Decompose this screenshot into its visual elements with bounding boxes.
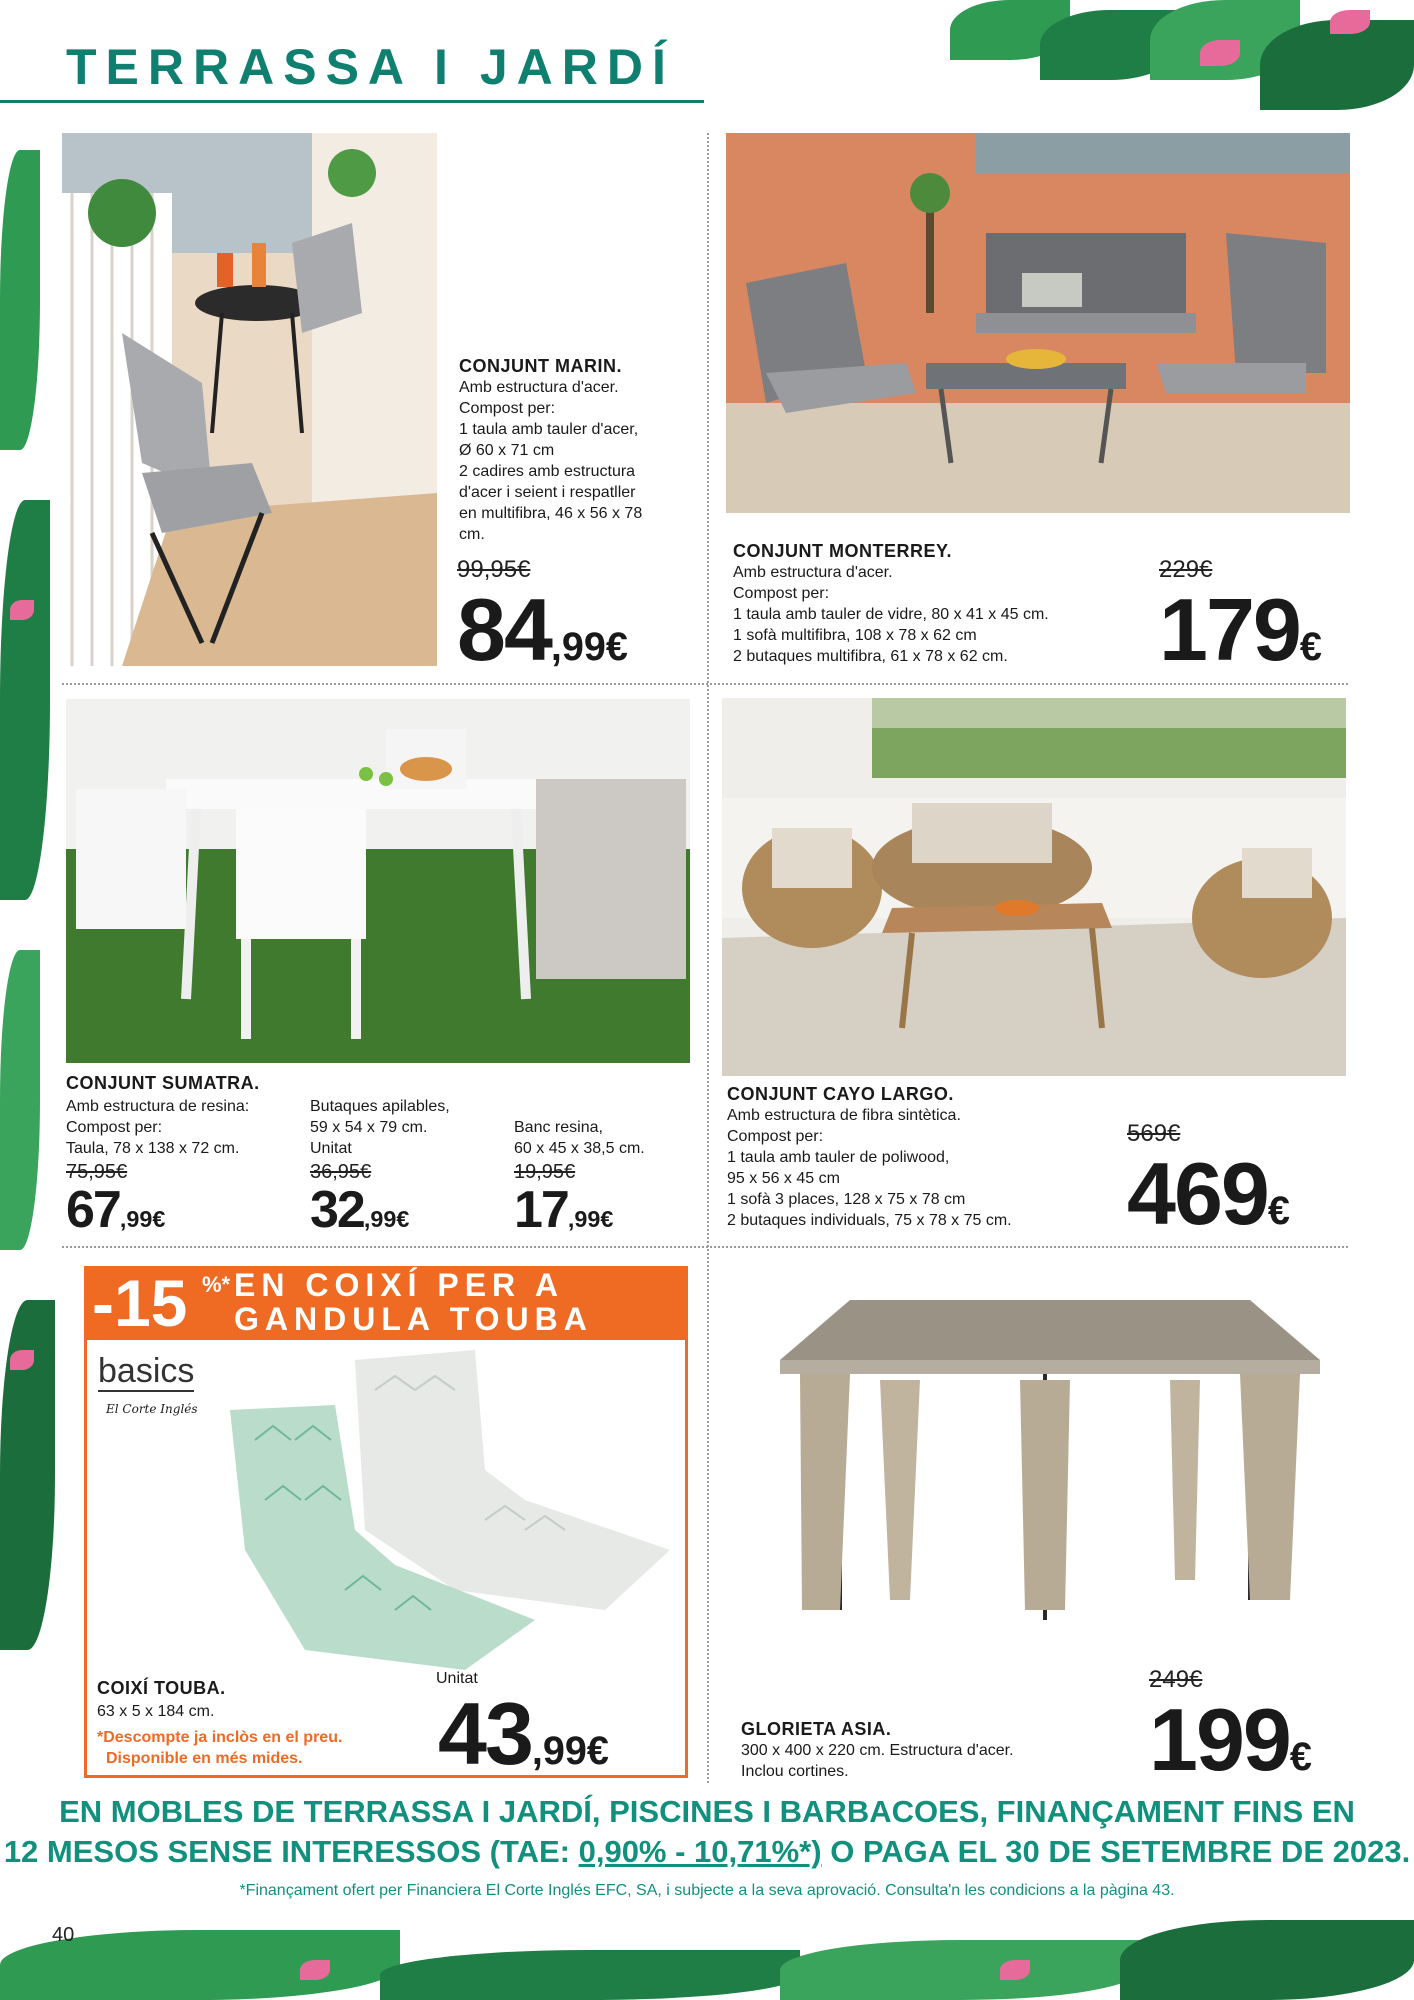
marin-line: Ø 60 x 71 cm [459,442,555,459]
sumatra-bench-info [514,1117,704,1239]
cayo-largo-line: 95 x 56 x 45 cm [727,1170,840,1187]
monterrey-line: 1 sofà multifibra, 108 x 78 x 62 cm [733,627,977,644]
marin-price-int: 84 [457,580,551,679]
monterrey-name: CONJUNT MONTERREY. [733,541,953,561]
monterrey-price-dec: € [1299,625,1322,669]
cayo-largo-info [727,1084,1107,1231]
marin-line: Compost per: [459,400,556,417]
touba-unit: Unitat [436,1670,478,1687]
monterrey-line: Compost per: [733,585,830,602]
glorieta-price-dec: € [1289,1735,1312,1779]
sumatra-table-price-dec: ,99€ [119,1206,166,1232]
financing-line-1: EN MOBLES DE TERRASSA I JARDÍ, PISCINES I BARBACOES, FINANÇAMENT FINS EN [59,1794,1355,1829]
touba-promo-banner [84,1266,688,1340]
cayo-largo-price-int: 469 [1127,1144,1268,1243]
sumatra-line: Banc resina, [514,1119,603,1136]
sumatra-line: 59 x 54 x 79 cm. [310,1119,428,1136]
sumatra-table-info [66,1096,296,1239]
glorieta-name: GLORIETA ASIA. [741,1719,892,1739]
marin-info [459,356,699,545]
sumatra-bench-price-dec: ,99€ [567,1206,614,1232]
glorieta-product-image [780,1300,1320,1620]
monterrey-old-price: 229€ [1159,556,1213,583]
cayo-largo-old-price: 569€ [1127,1120,1181,1147]
page-title: TERRASSA I JARDÍ [66,39,675,95]
monterrey-info [733,541,1133,667]
financing-line-2a: 12 MESOS SENSE INTERESSOS (TAE: [3,1834,579,1869]
monterrey-line: 2 butaques multifibra, 61 x 78 x 62 cm. [733,648,1008,665]
sumatra-line: 60 x 45 x 38,5 cm. [514,1140,645,1157]
financing-line-2 [0,1832,1414,1872]
monterrey-line: Amb estructura d'acer. [733,564,893,581]
monterrey-price-int: 179 [1159,580,1300,679]
touba-note-1: *Descompte ja inclòs en el preu. [97,1729,343,1746]
cayo-largo-product-image [722,698,1346,1076]
sumatra-line: Compost per: [66,1119,163,1136]
marin-line: 2 cadires amb estructura [459,463,636,480]
sumatra-table-price-int: 67 [66,1181,120,1239]
cayo-largo-line: Compost per: [727,1128,824,1145]
marin-line: 1 taula amb tauler d'acer, [459,421,639,438]
sumatra-chair-info [310,1096,490,1239]
monterrey-price [1159,580,1322,679]
marin-name: CONJUNT MARIN. [459,356,622,376]
title-underline [0,100,704,103]
cayo-largo-line: Amb estructura de fibra sintètica. [727,1107,961,1124]
touba-name: COIXÍ TOUBA. [97,1678,226,1698]
marin-price-dec: ,99€ [550,625,628,669]
marin-line: Amb estructura d'acer. [459,379,619,396]
page-number: 40 [52,1924,75,1946]
marin-line: d'acer i seient i respatller [459,484,636,501]
cayo-largo-line: 2 butaques individuals, 75 x 78 x 75 cm. [727,1212,1012,1229]
basics-logo: basics [98,1352,195,1390]
cayo-largo-price-dec: € [1267,1189,1290,1233]
financing-line-2c: O PAGA EL 30 DE SETEMBRE DE 2023. [821,1834,1411,1869]
promo-percent-sup: %* [202,1272,231,1297]
touba-cushion-image [225,1350,670,1670]
glorieta-info [741,1719,1101,1782]
sumatra-bench-price [514,1181,704,1239]
sumatra-bench-old-price: 19,95€ [514,1161,576,1183]
marin-price [457,580,628,679]
cayo-largo-price [1127,1144,1290,1243]
sumatra-product-image [66,699,690,1063]
row-divider-1 [62,683,1348,685]
financing-note: *Finançament ofert per Financiera El Corte Inglés EFC, SA, i subjecte a la seva aprovació. Consulta'n les condicions a la pàgina 43. [239,1882,1175,1899]
sumatra-chair-price-int: 32 [310,1181,364,1239]
marin-line: cm. [459,526,485,543]
sumatra-chair-price [310,1181,490,1239]
cayo-largo-line: 1 sofà 3 places, 128 x 75 x 78 cm [727,1191,966,1208]
glorieta-price-int: 199 [1149,1690,1290,1789]
glorieta-line: Inclou cortines. [741,1763,849,1780]
touba-dims: 63 x 5 x 184 cm. [97,1703,215,1720]
marin-product-image [62,133,437,666]
sumatra-chair-old-price: 36,95€ [310,1161,372,1183]
column-divider [707,133,709,1783]
cayo-largo-line: 1 taula amb tauler de poliwood, [727,1149,950,1166]
sumatra-line: Butaques apilables, [310,1098,450,1115]
financing-tae: 0,90% - 10,71%*) [578,1834,822,1869]
promo-line-2: GANDULA TOUBA [234,1301,593,1337]
monterrey-product-image [726,133,1350,513]
monterrey-line: 1 taula amb tauler de vidre, 80 x 41 x 45 cm. [733,606,1049,623]
sumatra-line: Taula, 78 x 138 x 72 cm. [66,1140,240,1157]
glorieta-price [1149,1690,1312,1789]
marin-line: en multifibra, 46 x 56 x 78 [459,505,643,522]
touba-price [438,1684,609,1783]
glorieta-old-price: 249€ [1149,1666,1203,1693]
marin-old-price: 99,95€ [457,556,531,583]
glorieta-line: 300 x 400 x 220 cm. Estructura d'acer. [741,1742,1014,1759]
touba-price-int: 43 [438,1684,532,1783]
sumatra-bench-price-int: 17 [514,1181,568,1239]
el-corte-ingles-logo: El Corte Inglés [106,1402,198,1416]
promo-percent: -15 [92,1266,188,1340]
sumatra-line: Amb estructura de resina: [66,1098,250,1115]
row-divider-2 [62,1246,1348,1248]
touba-note-2: Disponible en més mides. [106,1750,303,1767]
sumatra-line: Unitat [310,1140,352,1157]
sumatra-name: CONJUNT SUMATRA. [66,1073,260,1093]
touba-price-dec: ,99€ [531,1729,609,1773]
sumatra-chair-price-dec: ,99€ [363,1206,410,1232]
cayo-largo-name: CONJUNT CAYO LARGO. [727,1084,954,1104]
sumatra-table-old-price: 75,95€ [66,1161,128,1183]
sumatra-table-price [66,1181,296,1239]
promo-line-1: EN COIXÍ PER A [234,1267,564,1303]
